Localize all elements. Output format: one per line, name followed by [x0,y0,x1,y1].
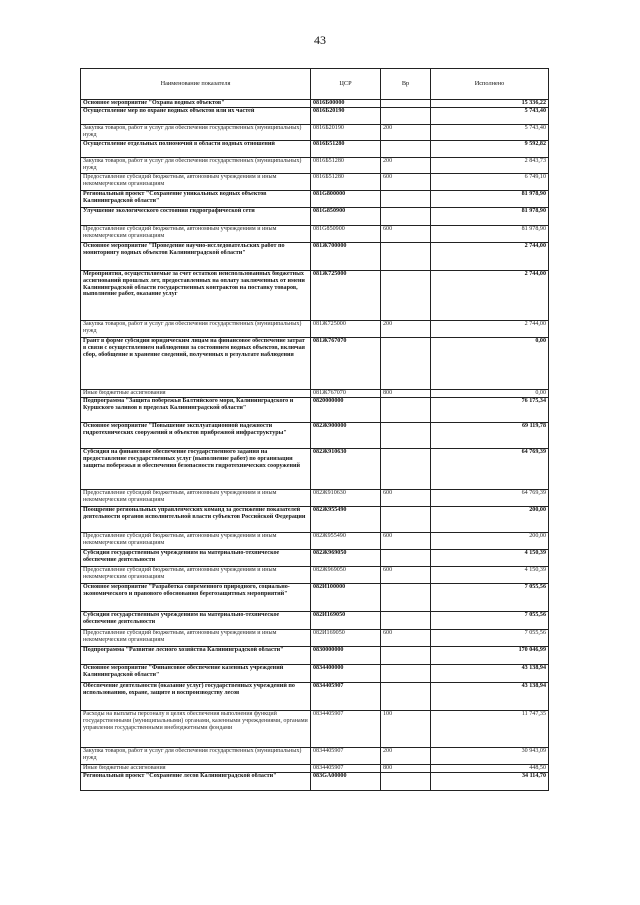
row-sum-cell: 43 138,94 [431,683,549,711]
row-sum-cell: 64 769,39 [431,490,549,507]
row-name-cell: Закупка товаров, работ и услуг для обеспечения государственных (муниципальных) нужд [81,321,311,338]
table-row [81,490,549,507]
row-vr-cell [381,507,431,533]
header-vr: Вр [381,69,431,100]
row-sum-cell: 81 978,90 [431,208,549,226]
row-sum-cell: 2 843,73 [431,158,549,174]
row-csr-cell: 0816Б51280 [311,174,381,191]
table-row [81,108,549,125]
table-row [81,711,549,748]
table-row [81,584,549,612]
row-name-cell: Субсидия на финансовое обеспечение государственного задания на предоставление государственных услуг (выполнение работ) по организации защиты побережья и обеспечения безопасности гидротехнических сооружений [81,449,311,490]
row-vr-cell [381,191,431,208]
row-csr-cell: 082Ж969050 [311,567,381,584]
table-row [81,398,549,423]
row-csr-cell: 081Ж767070 [311,390,381,398]
row-vr-cell [381,338,431,390]
table-row [81,158,549,174]
table-header-row [81,69,549,100]
row-vr-cell [381,108,431,125]
row-name-cell: Предоставление субсидий бюджетным, автономным учреждениям и иным некоммерческим организациям [81,567,311,584]
row-csr-cell: 0816Б20190 [311,125,381,141]
table-row [81,630,549,647]
row-name-cell: Предоставление субсидий бюджетным, автономным учреждениям и иным некоммерческим организациям [81,630,311,647]
row-sum-cell: 5 743,40 [431,108,549,125]
row-sum-cell: 81 978,90 [431,226,549,243]
row-vr-cell: 600 [381,567,431,584]
row-name-cell: Основное мероприятие "Разработка современного природного, социально-экономического и правового обоснования берегозащитных мероприятий" [81,584,311,612]
row-csr-cell: 081Ж725000 [311,271,381,321]
row-vr-cell [381,683,431,711]
row-vr-cell [381,208,431,226]
row-name-cell: Основное мероприятие "Охрана водных объектов" [81,100,311,108]
row-csr-cell: 0816Б51280 [311,141,381,158]
row-vr-cell: 800 [381,765,431,773]
row-vr-cell [381,773,431,791]
table-row [81,271,549,321]
table-row [81,533,549,550]
row-name-cell: Осуществление мер по охране водных объектов или их частей [81,108,311,125]
row-name-cell: Иные бюджетные ассигнования [81,765,311,773]
row-csr-cell: 082И169050 [311,630,381,647]
row-vr-cell: 600 [381,490,431,507]
header-sum: Исполнено [431,69,549,100]
row-sum-cell: 34 114,70 [431,773,549,791]
row-sum-cell: 0,00 [431,338,549,390]
table-row [81,174,549,191]
row-csr-cell: 082Ж955490 [311,507,381,533]
row-csr-cell: 081Ж700000 [311,243,381,271]
row-sum-cell: 6 749,10 [431,174,549,191]
row-name-cell: Улучшение экологического состояния гидрографической сети [81,208,311,226]
row-sum-cell: 30 943,09 [431,748,549,765]
row-vr-cell: 200 [381,158,431,174]
row-name-cell: Основное мероприятие "Финансовое обеспечение казенных учреждений Калининградской области" [81,665,311,683]
table-row [81,208,549,226]
row-vr-cell: 600 [381,630,431,647]
row-name-cell: Предоставление субсидий бюджетным, автономным учреждениям и иным некоммерческим организациям [81,533,311,550]
row-vr-cell [381,398,431,423]
row-name-cell: Мероприятия, осуществляемые за счет остатков неиспользованных бюджетных ассигнований прошлых лет, предоставленных на оплату заключенных от имени Калининградской области государственных контрактов на поставку товаров, выполнение работ, оказание услуг [81,271,311,321]
row-name-cell: Субсидии государственным учреждениям на материально-техническое обеспечение деятельности [81,612,311,630]
row-vr-cell [381,612,431,630]
row-csr-cell: 0830000000 [311,647,381,665]
row-vr-cell [381,550,431,567]
row-name-cell: Основное мероприятие "Проведение научно-исследовательских работ по мониторингу водных объектов Калининградской области" [81,243,311,271]
row-sum-cell: 0,00 [431,390,549,398]
row-csr-cell: 0820000000 [311,398,381,423]
row-sum-cell: 11 747,35 [431,711,549,748]
row-name-cell: Предоставление субсидий бюджетным, автономным учреждениям и иным некоммерческим организациям [81,490,311,507]
row-csr-cell: 0834405907 [311,765,381,773]
page-number: 43 [314,33,326,47]
budget-table [80,68,549,791]
row-sum-cell: 2 744,00 [431,271,549,321]
row-name-cell: Субсидии государственным учреждениям на материально-техническое обеспечение деятельности [81,550,311,567]
table-row [81,390,549,398]
row-vr-cell [381,243,431,271]
table-row [81,665,549,683]
row-vr-cell: 600 [381,226,431,243]
row-sum-cell: 4 150,39 [431,567,549,584]
row-sum-cell: 69 119,78 [431,423,549,449]
row-csr-cell: 082Ж955490 [311,533,381,550]
row-sum-cell: 4 150,39 [431,550,549,567]
table-row [81,226,549,243]
row-csr-cell: 0816Б20190 [311,108,381,125]
row-csr-cell: 081G850900 [311,208,381,226]
row-name-cell: Предоставление субсидий бюджетным, автономным учреждениям и иным некоммерческим организациям [81,174,311,191]
table-row [81,338,549,390]
row-name-cell: Подпрограмма "Защита побережья Балтийского моря, Калининградского и Куршского заливов в пределах Калининградской области" [81,398,311,423]
row-csr-cell: 0834405907 [311,748,381,765]
table-row [81,449,549,490]
row-vr-cell: 200 [381,321,431,338]
row-csr-cell: 082И100000 [311,584,381,612]
table-body [81,100,549,791]
row-sum-cell: 200,00 [431,507,549,533]
table-row [81,550,549,567]
table-row [81,507,549,533]
row-name-cell: Подпрограмма "Развитие лесного хозяйства Калининградской области" [81,647,311,665]
row-sum-cell: 170 046,99 [431,647,549,665]
row-csr-cell: 0816Б00000 [311,100,381,108]
row-csr-cell: 0834405907 [311,711,381,748]
row-csr-cell: 081G850900 [311,226,381,243]
row-sum-cell: 76 175,34 [431,398,549,423]
row-sum-cell: 9 592,82 [431,141,549,158]
row-name-cell: Региональный проект "Сохранение уникальных водных объектов Калининградской области" [81,191,311,208]
row-sum-cell: 200,00 [431,533,549,550]
row-sum-cell: 2 744,00 [431,243,549,271]
row-name-cell: Закупка товаров, работ и услуг для обеспечения государственных (муниципальных) нужд [81,748,311,765]
row-vr-cell: 600 [381,533,431,550]
row-csr-cell: 083GA00000 [311,773,381,791]
row-sum-cell: 64 769,39 [431,449,549,490]
row-csr-cell: 0834405907 [311,683,381,711]
table-row [81,773,549,791]
table-row [81,683,549,711]
table-row [81,191,549,208]
row-name-cell: Иные бюджетные ассигнования [81,390,311,398]
row-vr-cell [381,647,431,665]
header-csr: ЦСР [311,69,381,100]
row-vr-cell [381,665,431,683]
row-csr-cell: 081Ж767070 [311,338,381,390]
row-vr-cell [381,449,431,490]
row-csr-cell: 0816Б51280 [311,158,381,174]
row-csr-cell: 081Ж725000 [311,321,381,338]
row-name-cell: Региональный проект "Сохранение лесов Калининградской области" [81,773,311,791]
table-row [81,243,549,271]
row-sum-cell: 7 055,56 [431,612,549,630]
row-vr-cell: 800 [381,390,431,398]
row-name-cell: Закупка товаров, работ и услуг для обеспечения государственных (муниципальных) нужд [81,158,311,174]
row-name-cell: Обеспечение деятельности (оказание услуг) государственных учреждений по использованию, охране, защите и воспроизводству лесов [81,683,311,711]
row-csr-cell: 081G800000 [311,191,381,208]
row-csr-cell: 0834400000 [311,665,381,683]
row-sum-cell: 5 743,40 [431,125,549,141]
row-sum-cell: 448,50 [431,765,549,773]
row-vr-cell [381,423,431,449]
row-name-cell: Поощрение региональных управленческих команд за достижение показателей деятельности органов исполнительной власти субъектов Российской Федерации [81,507,311,533]
header-name: Наименование показателя [81,69,311,100]
row-sum-cell: 7 055,56 [431,630,549,647]
table-row [81,321,549,338]
row-name-cell: Расходы на выплаты персоналу в целях обеспечения выполнения функций государственными (муниципальными) органами, казенными учреждениями, органами управления государственными внебюджетными фондами [81,711,311,748]
row-sum-cell: 15 336,22 [431,100,549,108]
table-row [81,748,549,765]
row-vr-cell: 200 [381,125,431,141]
row-csr-cell: 082Ж910630 [311,449,381,490]
table-row [81,765,549,773]
row-vr-cell: 600 [381,174,431,191]
row-name-cell: Осуществление отдельных полномочий в области водных отношений [81,141,311,158]
table-row [81,567,549,584]
row-csr-cell: 082Ж910630 [311,490,381,507]
table-row [81,423,549,449]
row-csr-cell: 082И169050 [311,612,381,630]
table-row [81,647,549,665]
row-vr-cell [381,271,431,321]
table-row [81,612,549,630]
row-name-cell: Грант в форме субсидии юридическим лицам на финансовое обеспечение затрат в связи с осуществлением наблюдения за состоянием водных объектов, включая сбор, обобщение и хранение сведений, полученных в результате наблюдения [81,338,311,390]
row-vr-cell [381,584,431,612]
table-row [81,100,549,108]
row-name-cell: Основное мероприятие "Повышение эксплуатационной надежности гидротехнических сооружений и объектов прибрежной инфраструктуры" [81,423,311,449]
row-sum-cell: 7 055,56 [431,584,549,612]
row-sum-cell: 2 744,00 [431,321,549,338]
row-name-cell: Закупка товаров, работ и услуг для обеспечения государственных (муниципальных) нужд [81,125,311,141]
row-vr-cell [381,100,431,108]
row-vr-cell: 200 [381,748,431,765]
row-name-cell: Предоставление субсидий бюджетным, автономным учреждениям и иным некоммерческим организациям [81,226,311,243]
table-row [81,125,549,141]
row-vr-cell: 100 [381,711,431,748]
row-csr-cell: 082Ж900000 [311,423,381,449]
row-sum-cell: 43 138,94 [431,665,549,683]
row-csr-cell: 082Ж969050 [311,550,381,567]
table-row [81,141,549,158]
row-vr-cell [381,141,431,158]
row-sum-cell: 81 978,90 [431,191,549,208]
